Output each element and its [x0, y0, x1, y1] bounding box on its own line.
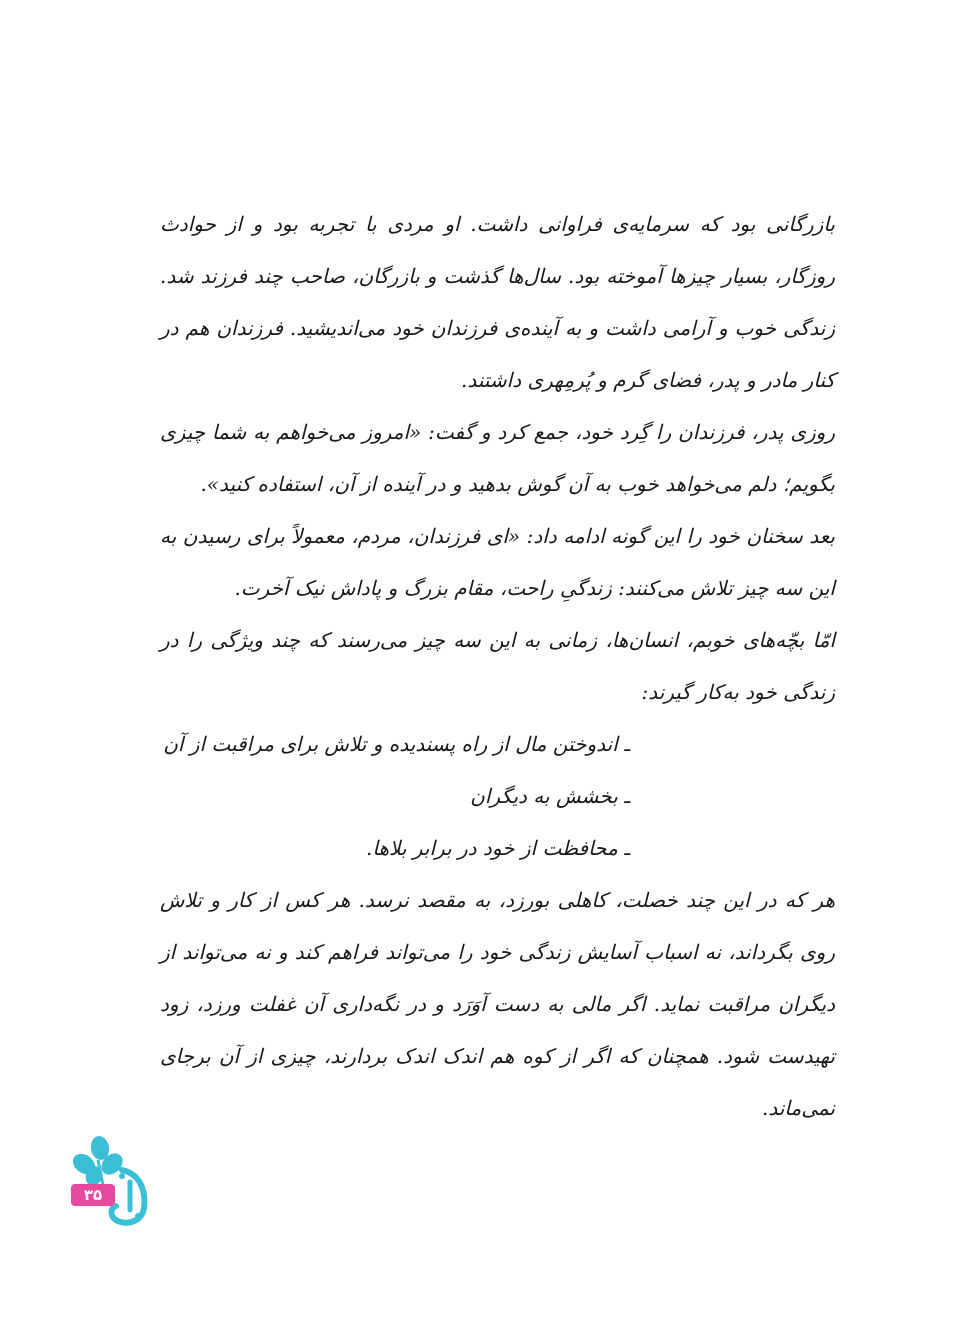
paragraph: بازرگانی بود که سرمایه‌ی فراوانی داشت. او مردی با تجربه بود و از حوادث روزگار، بسیار چیزها آموخته بود. سال‌ها گذشت و بازرگان، صاحب چند فرزند شد. زندگی خوب و آرامی داشت و به آینده‌ی فرزندان خود می‌اندیشید. فرزندان هم در کنار مادر و پدر، فضای گرم و پُرمِهری داشتند.: [160, 212, 835, 392]
body-text: [160, 198, 835, 1134]
page-number-badge: ۳۵: [71, 1184, 115, 1206]
paragraph: روزی پدر، فرزندان را گِرد خود، جمع کرد و گفت: «امروز می‌خواهم به شما چیزی بگویم؛ دلم می‌خواهد خوب به آن گوش بدهید و در آینده از آن، استفاده کنید».: [160, 420, 835, 496]
bullet-list: [160, 718, 835, 874]
list-item: ـ بخشش به دیگران: [470, 784, 630, 808]
book-logo-icon: [60, 1130, 160, 1230]
paragraph: امّا بچّه‌های خوبم، انسان‌ها، زمانی به این سه چیز می‌رسند که چند ویژگی را در زندگی خود به‌کار گیرند:: [160, 628, 835, 704]
list-item: ـ محافظت از خود در برابر بلاها.: [366, 836, 630, 860]
closing-paragraph: هر که در این چند خصلت، کاهلی بورزد، به مقصد نرسد. هر کس از کار و تلاش روی بگرداند، نه اسباب آسایش زندگی خود را می‌تواند فراهم کند و نه می‌تواند از دیگران مراقبت نماید. اگر مالی به دست آوَرَد و در نگه‌داری آن غفلت ورزد، زود تهیدست شود. همچنان که اگر از کوه هم اندک اندک بردارند، چیزی از آن برجای نمی‌ماند.: [160, 888, 835, 1120]
list-item: ـ اندوختن مال از راه پسندیده و تلاش برای مراقبت از آن: [163, 732, 630, 756]
paragraph: بعد سخنان خود را این گونه ادامه داد: «ای فرزندان، مردم، معمولاً برای رسیدن به این سه چیز تلاش می‌کنند: زندگیِ راحت، مقام بزرگ و پاداش نیک آخرت.: [160, 524, 835, 600]
